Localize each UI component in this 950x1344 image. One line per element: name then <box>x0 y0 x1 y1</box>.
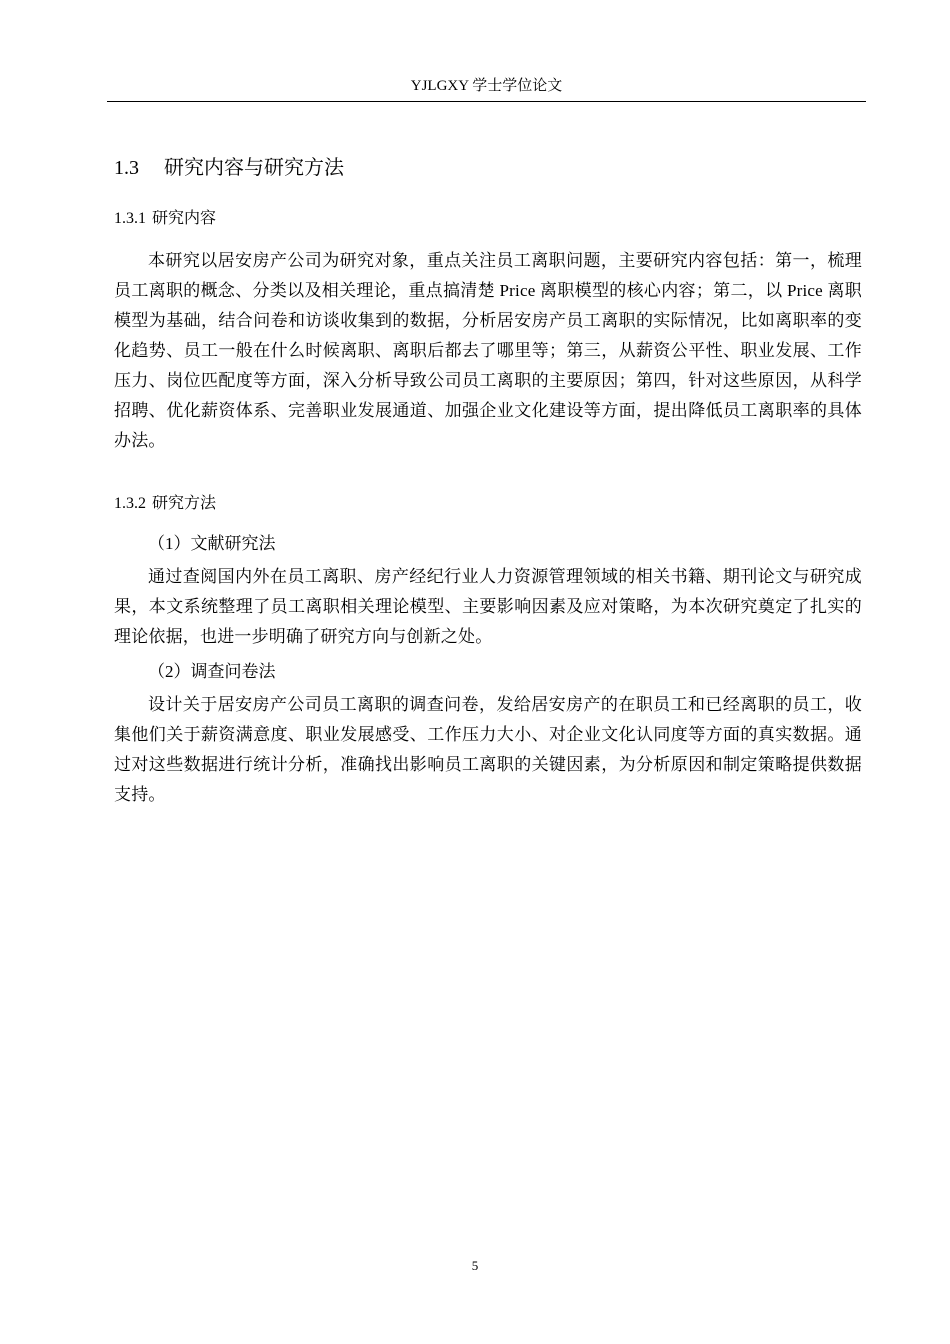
method-heading-literature: （1）文献研究法 <box>148 534 276 553</box>
subsection-number: 1.3.2 <box>114 495 146 512</box>
subsection-heading-content <box>114 207 216 231</box>
subsection-number: 1.3.1 <box>114 210 146 227</box>
running-header: YJLGXY 学士学位论文 <box>410 78 563 94</box>
section-title: 研究内容与研究方法 <box>164 157 344 179</box>
method-paragraph-questionnaire: 设计关于居安房产公司员工离职的调查问卷，发给居安房产的在职员工和已经离职的员工，收集他们关于薪资满意度、职业发展感受、工作压力大小、对企业文化认同度等方面的真实数据。通过对这些数据进行统计分析，准确找出影响员工离职的关键因素，为分析原因和制定策略提供数据支持。 <box>114 695 862 804</box>
subsection-title: 研究方法 <box>152 495 217 512</box>
page-number: 5 <box>471 1258 479 1273</box>
subsection-title: 研究内容 <box>152 210 217 227</box>
section-heading <box>114 154 344 182</box>
subsection-heading-methods <box>114 492 216 516</box>
section-number: 1.3 <box>114 157 139 179</box>
method-heading-questionnaire: （2）调查问卷法 <box>148 662 276 681</box>
research-content-paragraph: 本研究以居安房产公司为研究对象，重点关注员工离职问题，主要研究内容包括：第一，梳理员工离职的概念、分类以及相关理论，重点搞清楚 Price 离职模型的核心内容；第二，以 Price 离职模型为基础，结合问卷和访谈收集到的数据，分析居安房产员工离职的实际情况，比如离职率的变化趋势、员工一般在什么时候离职、离职后都去了哪里等；第三，从薪资公平性、职业发展、工作压力、岗位匹配度等方面，深入分析导致公司员工离职的主要原因；第四，针对这些原因，从科学招聘、优化薪资体系、完善职业发展通道、加强企业文化建设等方面，提出降低员工离职率的具体办法。 <box>114 251 862 450</box>
header-rule <box>107 101 866 102</box>
method-paragraph-literature: 通过查阅国内外在员工离职、房产经纪行业人力资源管理领域的相关书籍、期刊论文与研究成果，本文系统整理了员工离职相关理论模型、主要影响因素及应对策略，为本次研究奠定了扎实的理论依据，也进一步明确了研究方向与创新之处。 <box>114 567 862 646</box>
